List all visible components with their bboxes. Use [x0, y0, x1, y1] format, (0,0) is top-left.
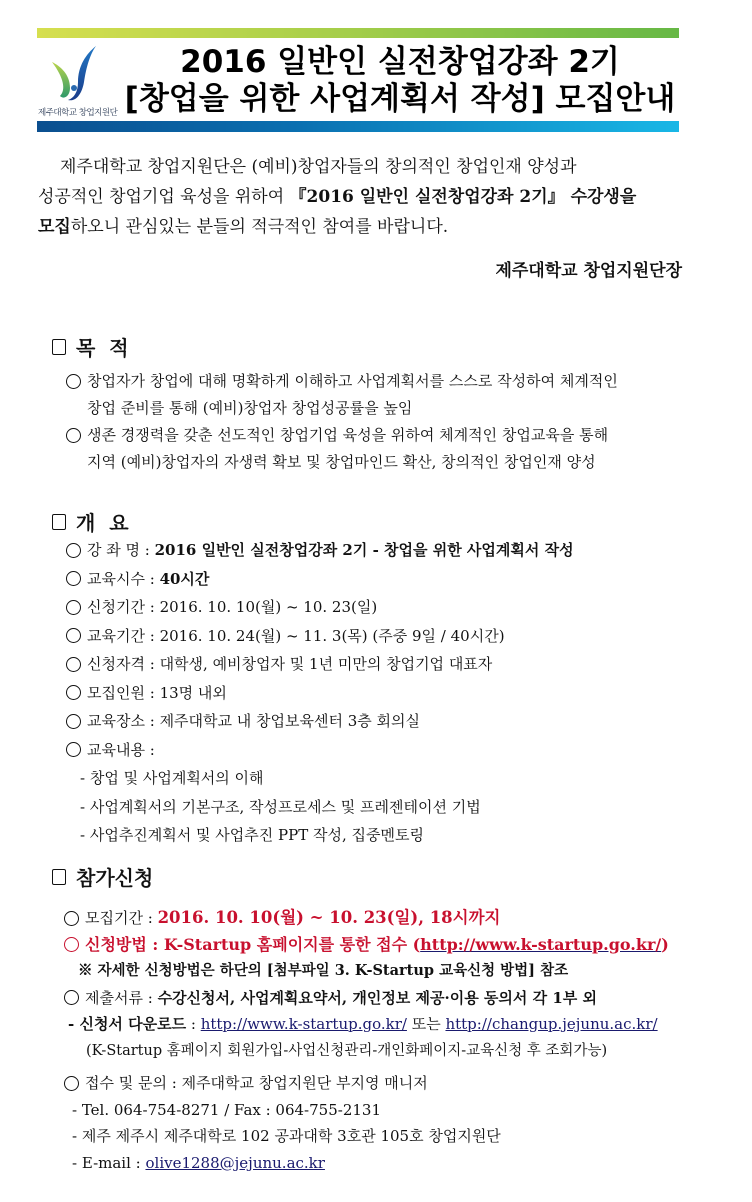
item-label: 강 좌 명 :: [87, 541, 155, 559]
item-value: 제주대학교 내 창업보육센터 3층 회의실: [159, 712, 421, 730]
section-title: 개 요: [76, 511, 129, 535]
intro-line-2: [38, 182, 683, 212]
section-heading-apply: [52, 862, 153, 891]
intro-course-name: 『2016 일반인 실전창업강좌 2기』 수강생을: [289, 187, 637, 207]
circle-bullet-icon: [64, 1076, 79, 1091]
logo-text: 제주대학교 창업지원단: [38, 108, 118, 118]
contact-email: [64, 1150, 669, 1177]
title-line-2: [창업을 위한 사업계획서 작성] 모집안내: [124, 81, 676, 117]
item-text: 생존 경쟁력을 갖춘 선도적인 창업기업 육성을 위하여 체계적인 창업교육을 통해: [87, 426, 609, 444]
circle-bullet-icon: [66, 428, 81, 443]
apply-download: [64, 1011, 669, 1038]
intro-line-2-text: 성공적인 창업기업 육성을 위하여: [38, 187, 290, 207]
overview-item-contents: [66, 736, 574, 765]
circle-bullet-icon: [66, 600, 81, 615]
item-close-paren: ): [661, 934, 669, 954]
download-note: (K-Startup 홈페이지 회원가입-사업신청관리-개인화페이지-교육신청 후 조회가능): [86, 1042, 608, 1059]
item-text-continued: 창업 준비를 통해 (예비)창업자 창업성공률을 높임: [87, 399, 413, 417]
circle-bullet-icon: [66, 657, 81, 672]
item-label: 모집인원 :: [87, 683, 160, 702]
header-top-bar: [37, 28, 679, 38]
circle-bullet-icon: [66, 571, 81, 586]
square-bullet-icon: [52, 339, 66, 355]
apply-item-documents: [64, 985, 669, 1012]
item-value: 2016 일반인 실전창업강좌 2기 - 창업을 위한 사업계획서 작성: [154, 541, 574, 559]
overview-item-hours: [66, 565, 574, 594]
logo-leaf-icon: [50, 44, 102, 104]
circle-bullet-icon: [66, 543, 81, 558]
item-label: 신청기간 :: [87, 598, 160, 616]
square-bullet-icon: [52, 869, 66, 885]
k-startup-link[interactable]: http://www.k-startup.go.kr/: [420, 934, 662, 954]
circle-bullet-icon: [66, 742, 81, 757]
item-text: 창업자가 창업에 대해 명확하게 이해하고 사업계획서를 스스로 작성하여 체계적인: [87, 372, 618, 390]
circle-bullet-icon: [66, 374, 81, 389]
item-value: 수강신청서, 사업계획요약서, 개인정보 제공·이용 동의서 각 1부 외: [157, 988, 597, 1007]
download-link-changup[interactable]: http://changup.jejunu.ac.kr/: [445, 1015, 658, 1033]
item-label: 신청방법 : K-Startup 홈페이지를 통한 접수 (: [85, 934, 421, 954]
item-label: 교육기간 :: [87, 626, 160, 645]
apply-item-method: [64, 932, 669, 959]
circle-bullet-icon: [64, 911, 79, 926]
item-label: 신청자격 :: [87, 655, 160, 673]
intro-recruit-word: 모집: [38, 217, 71, 237]
intro-line-1: 제주대학교 창업지원단은 (예비)창업자들의 창의적인 창업인재 양성과: [60, 157, 577, 177]
circle-bullet-icon: [66, 628, 81, 643]
circle-bullet-icon: [66, 714, 81, 729]
item-text-continued: 지역 (예비)창업자의 자생력 확보 및 창업마인드 확산, 창의적인 창업인재 양성: [87, 453, 596, 471]
item-value: 40시간: [159, 569, 210, 588]
intro-line-3: [38, 212, 683, 242]
content-item: - 창업 및 사업계획서의 이해: [80, 769, 264, 787]
item-label: 모집기간 :: [85, 909, 158, 927]
overview-item-capacity: [66, 679, 574, 708]
purpose-list: [66, 368, 618, 476]
item-value: 대학생, 예비창업자 및 1년 미만의 창업기업 대표자: [159, 655, 493, 673]
apply-item-contact: [64, 1070, 669, 1097]
item-value: 2016. 10. 10(월) ~ 10. 23(일), 18시까지: [157, 908, 501, 927]
email-link[interactable]: olive1288@jejunu.ac.kr: [145, 1153, 325, 1172]
header-bottom-bar: [37, 121, 679, 132]
list-item: [66, 368, 618, 395]
circle-bullet-icon: [66, 685, 81, 700]
contact-address: - 제주 제주시 제주대학로 102 공과대학 3호관 105호 창업지원단: [72, 1127, 501, 1145]
apply-note: ※ 자세한 신청방법은 하단의 [첨부파일 3. K-Startup 교육신청 방법] 참조: [78, 962, 569, 979]
or-text: 또는: [406, 1015, 446, 1033]
circle-bullet-icon: [64, 990, 79, 1005]
overview-item-course: [66, 536, 574, 565]
jeju-university-logo: [38, 44, 118, 122]
apply-list: [64, 905, 669, 1176]
overview-item-apply-period: [66, 593, 574, 622]
item-value: 13명 내외: [159, 683, 227, 702]
contact-tel: - Tel. 064-754-8271 / Fax : 064-755-2131: [72, 1100, 382, 1119]
list-item: [66, 422, 618, 449]
title-line-1: 2016 일반인 실전창업강좌 2기: [180, 44, 620, 80]
overview-list: [66, 536, 574, 850]
item-text: 접수 및 문의 : 제주대학교 창업지원단 부지영 매니저: [85, 1074, 428, 1092]
circle-bullet-icon: [64, 937, 79, 952]
section-title: 참가신청: [76, 866, 154, 890]
page-title: [120, 44, 680, 118]
overview-item-edu-period: [66, 622, 574, 651]
signature: 제주대학교 창업지원단장: [495, 261, 682, 281]
intro-paragraph: [38, 152, 683, 242]
intro-line-3-text: 하오니 관심있는 분들의 적극적인 참여를 바랍니다.: [70, 217, 449, 237]
item-label: 교육내용 :: [87, 740, 160, 759]
overview-item-location: [66, 707, 574, 736]
item-label: 제출서류 :: [85, 988, 158, 1007]
item-label: 교육시수 :: [87, 569, 160, 588]
separator: :: [186, 1015, 201, 1033]
download-label: - 신청서 다운로드: [68, 1015, 187, 1033]
item-value: 2016. 10. 24(월) ~ 11. 3(목) (주중 9일 / 40시간): [159, 626, 505, 645]
section-heading-purpose: [52, 332, 129, 361]
section-title: 목 적: [76, 336, 129, 360]
item-label: 교육장소 :: [87, 712, 160, 730]
section-heading-overview: [52, 507, 129, 536]
square-bullet-icon: [52, 514, 66, 530]
item-value: 2016. 10. 10(월) ~ 10. 23(일): [159, 598, 378, 616]
apply-item-period: [64, 905, 669, 932]
content-item: - 사업계획서의 기본구조, 작성프로세스 및 프레젠테이션 기법: [80, 797, 481, 816]
overview-item-eligibility: [66, 650, 574, 679]
content-item: - 사업추진계획서 및 사업추진 PPT 작성, 집중멘토링: [80, 826, 424, 844]
email-label: - E-mail :: [72, 1153, 146, 1172]
download-link-kstartup[interactable]: http://www.k-startup.go.kr/: [200, 1015, 407, 1033]
